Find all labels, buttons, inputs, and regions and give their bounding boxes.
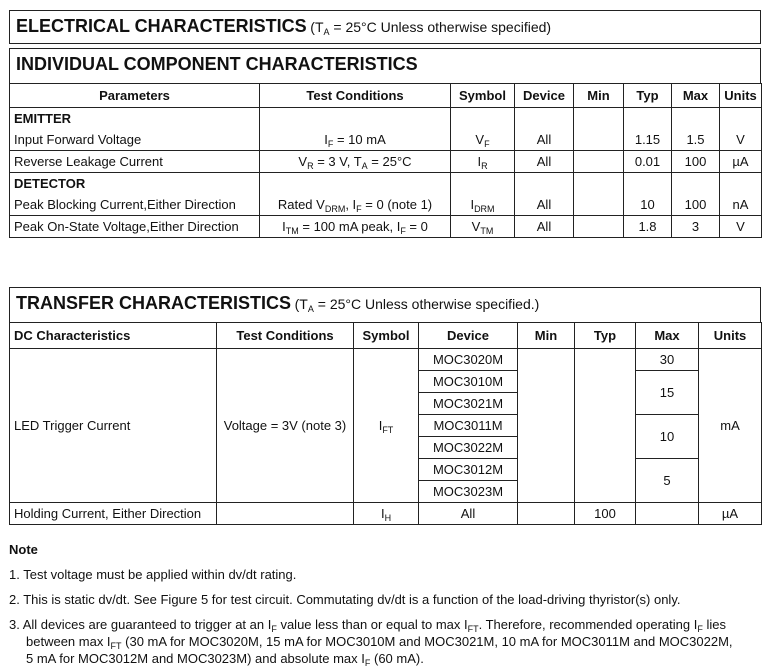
table-row bbox=[10, 129, 762, 151]
param-peak-on-state-voltage: Peak On-State Voltage,Either Direction bbox=[10, 216, 260, 238]
units: V bbox=[720, 216, 762, 238]
device: MOC3022M bbox=[419, 437, 518, 459]
note-3: 3. All devices are guaranteed to trigger at an $I_F$ value less than or equal to $\max I_{FT}$. Therefore, recommended operating $I_F$ lies bbox=[9, 617, 726, 634]
typ: 1.8 bbox=[624, 216, 672, 238]
transfer-table bbox=[9, 322, 762, 525]
min bbox=[518, 503, 575, 525]
col-max: Max bbox=[636, 323, 699, 349]
col-symbol: Symbol bbox=[451, 84, 515, 108]
device: MOC3020M bbox=[419, 349, 518, 371]
typ: 10 bbox=[624, 194, 672, 216]
typ: 1.15 bbox=[624, 129, 672, 151]
device: MOC3010M bbox=[419, 371, 518, 393]
symbol: $V_F$ bbox=[451, 129, 515, 151]
individual-title: INDIVIDUAL COMPONENT CHARACTERISTICS bbox=[16, 54, 418, 74]
notes-heading: Note bbox=[9, 542, 38, 557]
test-condition: $I_{TM} = 100$ mA peak, $I_F = 0$ bbox=[260, 216, 451, 238]
notes bbox=[9, 541, 761, 667]
col-parameters: Parameters bbox=[10, 84, 260, 108]
device: All bbox=[515, 194, 574, 216]
min bbox=[574, 194, 624, 216]
device: All bbox=[515, 216, 574, 238]
col-test-conditions: Test Conditions bbox=[260, 84, 451, 108]
device: MOC3021M bbox=[419, 393, 518, 415]
device: MOC3011M bbox=[419, 415, 518, 437]
test-condition: $V_R = 3$ V, $T_A = 25^\circ C$ bbox=[260, 151, 451, 173]
symbol: $I_{DRM}$ bbox=[451, 194, 515, 216]
test-condition bbox=[217, 503, 354, 525]
min bbox=[518, 349, 575, 503]
individual-header bbox=[9, 48, 761, 83]
param-holding-current: Holding Current, Either Direction bbox=[10, 503, 217, 525]
col-typ: Typ bbox=[624, 84, 672, 108]
test-condition: $I_F = 10$ mA bbox=[260, 129, 451, 151]
max: 1.5 bbox=[672, 129, 720, 151]
device: All bbox=[515, 151, 574, 173]
col-symbol: Symbol bbox=[354, 323, 419, 349]
note-3-line-3: 5 mA for MOC3012M and MOC3023M) and absolute $\max I_F$ (60 mA). bbox=[26, 651, 424, 668]
symbol: $I_R$ bbox=[451, 151, 515, 173]
note-1: 1. Test voltage must be applied within dv/dt rating. bbox=[9, 567, 297, 582]
typ: 100 bbox=[575, 503, 636, 525]
units: mA bbox=[699, 349, 762, 503]
individual-table bbox=[9, 83, 762, 238]
test-condition: Rated $V_{DRM}$, $I_F = 0$ (note 1) bbox=[260, 194, 451, 216]
transfer-header-row bbox=[10, 323, 762, 349]
max: 15 bbox=[636, 371, 699, 415]
col-test-conditions: Test Conditions bbox=[217, 323, 354, 349]
param-reverse-leakage-current: Reverse Leakage Current bbox=[10, 151, 260, 173]
units: V bbox=[720, 129, 762, 151]
min bbox=[574, 151, 624, 173]
min bbox=[574, 129, 624, 151]
units: nA bbox=[720, 194, 762, 216]
symbol: $V_{TM}$ bbox=[451, 216, 515, 238]
typ: 0.01 bbox=[624, 151, 672, 173]
max: 5 bbox=[636, 459, 699, 503]
col-min: Min bbox=[518, 323, 575, 349]
min bbox=[574, 216, 624, 238]
detector-label: DETECTOR bbox=[10, 173, 260, 195]
col-typ: Typ bbox=[575, 323, 636, 349]
col-device: Device bbox=[419, 323, 518, 349]
table-row bbox=[10, 503, 762, 525]
param-input-forward-voltage: Input Forward Voltage bbox=[10, 129, 260, 151]
note-3-line-2: between $\max I_{FT}$ (30 mA for MOC3020M, 15 mA for MOC3010M and MOC3021M, 10 mA for MOC3011M and MOC3022M, bbox=[26, 634, 733, 651]
table-row bbox=[10, 216, 762, 238]
typ bbox=[575, 349, 636, 503]
emitter-label: EMITTER bbox=[10, 108, 260, 130]
max: 30 bbox=[636, 349, 699, 371]
max: 100 bbox=[672, 194, 720, 216]
table-row bbox=[10, 194, 762, 216]
col-min: Min bbox=[574, 84, 624, 108]
note-2: 2. This is static dv/dt. See Figure 5 for test circuit. Commutating dv/dt is a function of the load-driving thyristor(s) only. bbox=[9, 592, 681, 607]
col-units: Units bbox=[720, 84, 762, 108]
max bbox=[636, 503, 699, 525]
device: MOC3023M bbox=[419, 481, 518, 503]
param-led-trigger-current: LED Trigger Current bbox=[10, 349, 217, 503]
units: µA bbox=[699, 503, 762, 525]
col-dc-characteristics: DC Characteristics bbox=[10, 323, 217, 349]
test-condition: Voltage = 3V (note 3) bbox=[217, 349, 354, 503]
electrical-title: ELECTRICAL CHARACTERISTICS bbox=[16, 16, 307, 36]
max: 100 bbox=[672, 151, 720, 173]
units: µA bbox=[720, 151, 762, 173]
table-row bbox=[10, 151, 762, 173]
table-row bbox=[10, 349, 762, 371]
param-peak-blocking-current: Peak Blocking Current,Either Direction bbox=[10, 194, 260, 216]
col-max: Max bbox=[672, 84, 720, 108]
col-device: Device bbox=[515, 84, 574, 108]
device: All bbox=[419, 503, 518, 525]
transfer-condition: ($T_A = 25^\circ C$ Unless otherwise specified.) bbox=[294, 296, 540, 314]
symbol: $I_H$ bbox=[354, 503, 419, 525]
electrical-condition: ($T_A = 25^\circ C$ Unless otherwise specified) bbox=[310, 19, 552, 37]
transfer-header bbox=[9, 287, 761, 322]
max: 3 bbox=[672, 216, 720, 238]
device: MOC3012M bbox=[419, 459, 518, 481]
individual-header-row bbox=[10, 84, 762, 108]
max: 10 bbox=[636, 415, 699, 459]
symbol: $I_{FT}$ bbox=[354, 349, 419, 503]
detector-section-row bbox=[10, 173, 762, 195]
electrical-header bbox=[9, 10, 761, 44]
transfer-title: TRANSFER CHARACTERISTICS bbox=[16, 293, 292, 313]
col-units: Units bbox=[699, 323, 762, 349]
device: All bbox=[515, 129, 574, 151]
emitter-section-row bbox=[10, 108, 762, 130]
